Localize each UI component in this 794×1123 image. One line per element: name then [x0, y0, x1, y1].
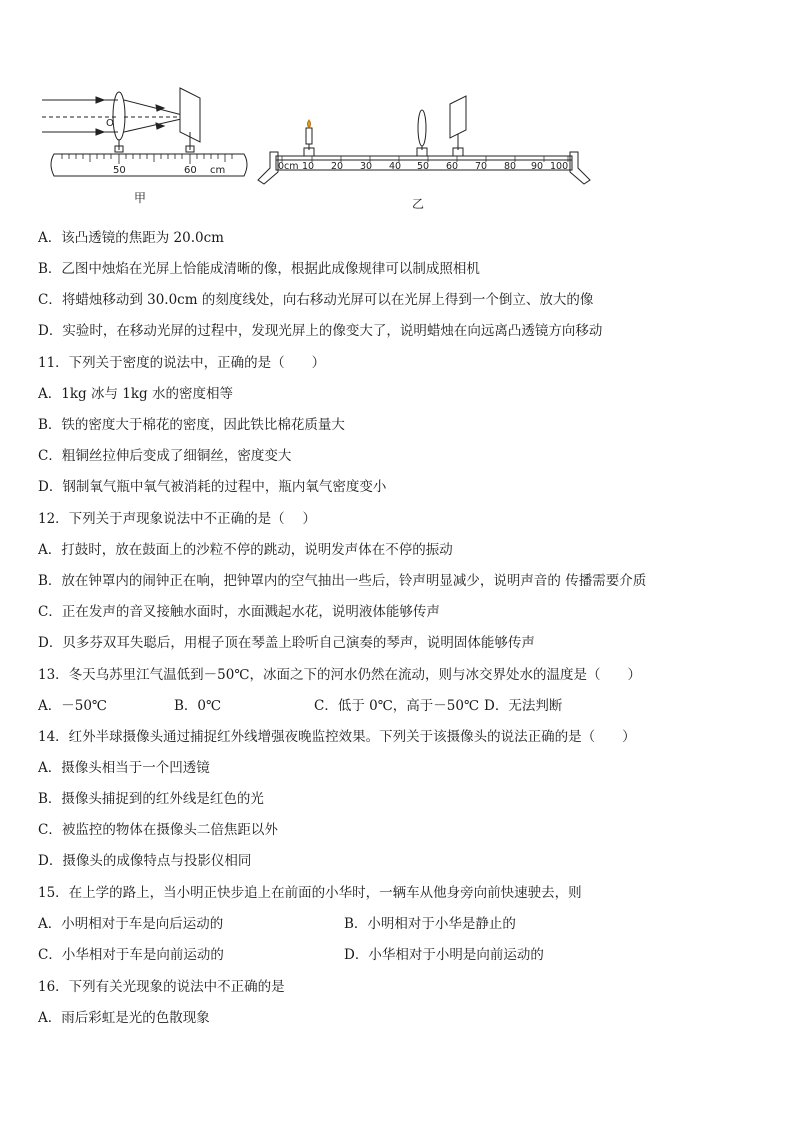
bench-label-10: 10	[302, 161, 315, 172]
bench-label-70: 70	[475, 161, 488, 172]
q12-option-c: C．正在发声的音叉接触水面时，水面溅起水花，说明液体能够传声	[38, 604, 440, 620]
q14-option-c: C．被监控的物体在摄像头二倍焦距以外	[38, 822, 278, 838]
figure-jia	[42, 88, 247, 176]
bench-label-0: 0cm	[278, 161, 299, 172]
q12-option-a: A．打鼓时，放在鼓面上的沙粒不停的跳动，说明发声体在不停的振动	[38, 542, 453, 558]
q10-option-b: B．乙图中烛焰在光屏上恰能成清晰的像，根据此成像规律可以制成照相机	[38, 261, 480, 277]
q15-option-c: C．小华相对于车是向前运动的	[38, 947, 224, 963]
q11-stem: 11．下列关于密度的说法中，正确的是（ ）	[38, 355, 326, 371]
q15-option-a: A．小明相对于车是向后运动的	[38, 916, 224, 932]
q10-option-c: C．将蜡烛移动到 30.0cm 的刻度线处，向右移动光屏可以在光屏上得到一个倒立、放大的像	[38, 292, 594, 308]
candle	[306, 128, 312, 144]
q10-option-d: D．实验时，在移动光屏的过程中，发现光屏上的像变大了，说明蜡烛在向远离凸透镜方向移动	[38, 323, 603, 339]
q10-option-a: A．该凸透镜的焦距为 20.0cm	[38, 230, 224, 246]
q15-option-b: B．小明相对于小华是静止的	[344, 916, 516, 932]
bench-label-30: 30	[360, 161, 373, 172]
q13-option-c: C．低于 0℃，高于－50℃	[314, 698, 480, 714]
q16-option-a: A．雨后彩虹是光的色散现象	[38, 1010, 210, 1026]
screen-yi	[450, 96, 466, 138]
q13-option-a: A．－50℃	[38, 698, 108, 714]
caption-jia: 甲	[134, 191, 147, 205]
ruler-label-cm: cm	[210, 165, 226, 176]
q11-option-c: C．粗铜丝拉伸后变成了细铜丝，密度变大	[38, 448, 292, 464]
q12-option-b: B．放在钟罩内的闹钟正在响，把钟罩内的空气抽出一些后，铃声明显减少，说明声音的 传播需要介质	[38, 573, 647, 589]
q16-stem: 16．下列有关光现象的说法中不正确的是	[38, 979, 285, 995]
bench-label-80: 80	[504, 161, 517, 172]
convex-lens	[113, 92, 125, 140]
q14-option-b: B．摄像头捕捉到的红外线是红色的光	[38, 791, 264, 807]
ruler-label-50: 50	[113, 165, 126, 176]
q14-option-a: A．摄像头相当于一个凹透镜	[38, 760, 210, 776]
q11-option-b: B．铁的密度大于棉花的密度，因此铁比棉花质量大	[38, 417, 345, 433]
q13-option-d: D．无法判断	[484, 698, 563, 714]
lens-o-label: O	[106, 118, 114, 129]
bench-label-20: 20	[331, 161, 344, 172]
q13-stem: 13．冬天乌苏里江气温低到－50℃，冰面之下的河水仍然在流动，则与冰交界处水的温度是（ ）	[38, 667, 641, 683]
q15-option-d: D．小华相对于小明是向前运动的	[344, 947, 544, 963]
bench-label-100: 100	[550, 161, 569, 172]
q12-stem: 12．下列关于声现象说法中不正确的是（ ）	[38, 511, 316, 527]
bench-label-60: 60	[446, 161, 459, 172]
ruler-label-60: 60	[184, 165, 197, 176]
lens-yi	[418, 110, 426, 146]
bench-label-50: 50	[417, 161, 430, 172]
q14-option-d: D．摄像头的成像特点与投影仪相同	[38, 853, 252, 869]
caption-yi: 乙	[412, 197, 425, 211]
q11-option-d: D．钢制氧气瓶中氧气被消耗的过程中，瓶内氧气密度变小	[38, 479, 387, 495]
q15-stem: 15．在上学的路上，当小明正快步追上在前面的小华时，一辆车从他身旁向前快速驶去，则	[38, 885, 582, 901]
q13-option-b: B．0℃	[174, 698, 222, 714]
q12-option-d: D．贝多芬双耳失聪后，用棍子顶在琴盖上聆听自己演奏的琴声，说明固体能够传声	[38, 635, 535, 651]
candle-flame-icon	[308, 120, 311, 128]
q11-option-a: A．1kg 冰与 1kg 水的密度相等	[38, 386, 233, 402]
q14-stem: 14．红外半球摄像头通过捕捉红外线增强夜晚监控效果。下列关于该摄像头的说法正确的是（ ）	[38, 729, 636, 745]
optics-figure	[38, 84, 598, 214]
bench-label-40: 40	[389, 161, 402, 172]
bench-label-90: 90	[531, 161, 544, 172]
